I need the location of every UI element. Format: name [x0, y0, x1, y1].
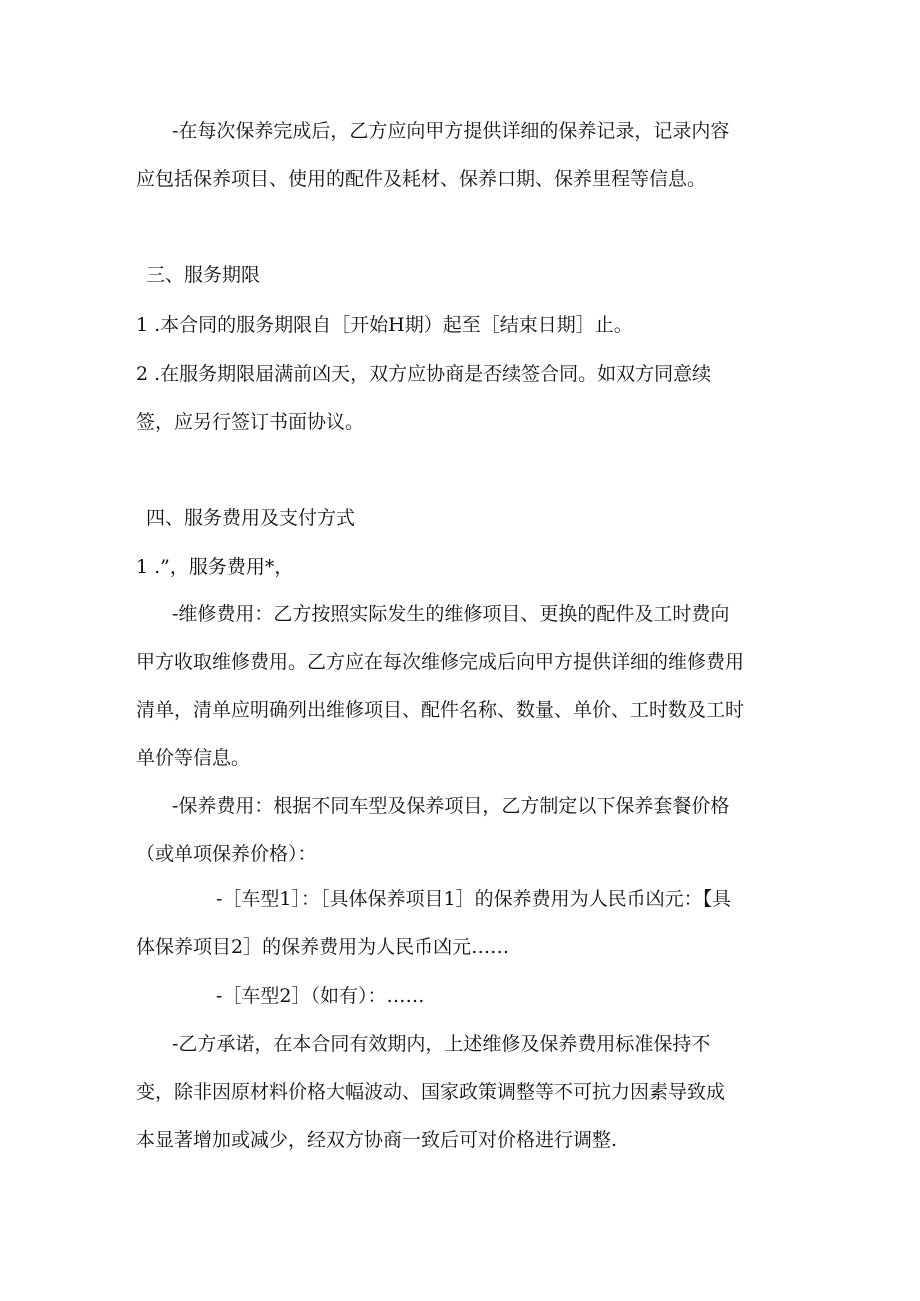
paragraph-line: -保养费用：根据不同车型及保养项目，乙方制定以下保养套餐价格 [172, 795, 730, 817]
paragraph-line: 清单，清单应明确列出维修项目、配件名称、数量、单价、工时数及工时 [136, 699, 745, 721]
section-heading: 三、服务期限 [146, 264, 261, 286]
paragraph-line: 应包括保养项目、使用的配件及耗材、保养口期、保养里程等信息。 [136, 168, 707, 190]
paragraph-line: 1 .”，服务费用*， [136, 556, 294, 578]
paragraph-line: 甲方收取维修费用。乙方应在每次维修完成后向甲方提供详细的维修费用 [136, 651, 745, 673]
paragraph-line: -维修费用：乙方按照实际发生的维修项目、更换的配件及工时费向 [172, 603, 730, 625]
paragraph-line: 单价等信息。 [136, 747, 251, 769]
paragraph-line: -［车型1］：［具体保养项目1］的保养费用为人民币凶元：【具 [216, 888, 732, 910]
paragraph-line: 变，除非因原材料价格大幅波动、国家政策调整等不可抗力因素导致成 [136, 1081, 726, 1103]
paragraph-line: 本显著增加或减少，经双方协商一致后可对价格进行调整. [136, 1129, 618, 1151]
paragraph-line: （或单项保养价格）： [136, 843, 317, 865]
paragraph-line: -乙方承诺，在本合同有效期内，上述维修及保养费用标准保持不 [172, 1033, 711, 1055]
paragraph-line: 体保养项目2］的保养费用为人民币凶元…… [136, 936, 510, 958]
paragraph-line: 签，应另行签订书面协议。 [136, 411, 365, 433]
paragraph-line: 2 .在服务期限届满前凶天，双方应协商是否续签合同。如双方同意续 [136, 363, 712, 385]
paragraph-line: -在每次保养完成后，乙方应向甲方提供详细的保养记录，记录内容 [172, 120, 730, 142]
paragraph-line: 1 .本合同的服务期限自［开始H期）起至［结束日期］止。 [136, 314, 633, 336]
paragraph-line: -［车型2］（如有）：…… [216, 985, 425, 1007]
section-heading: 四、服务费用及支付方式 [146, 507, 356, 529]
